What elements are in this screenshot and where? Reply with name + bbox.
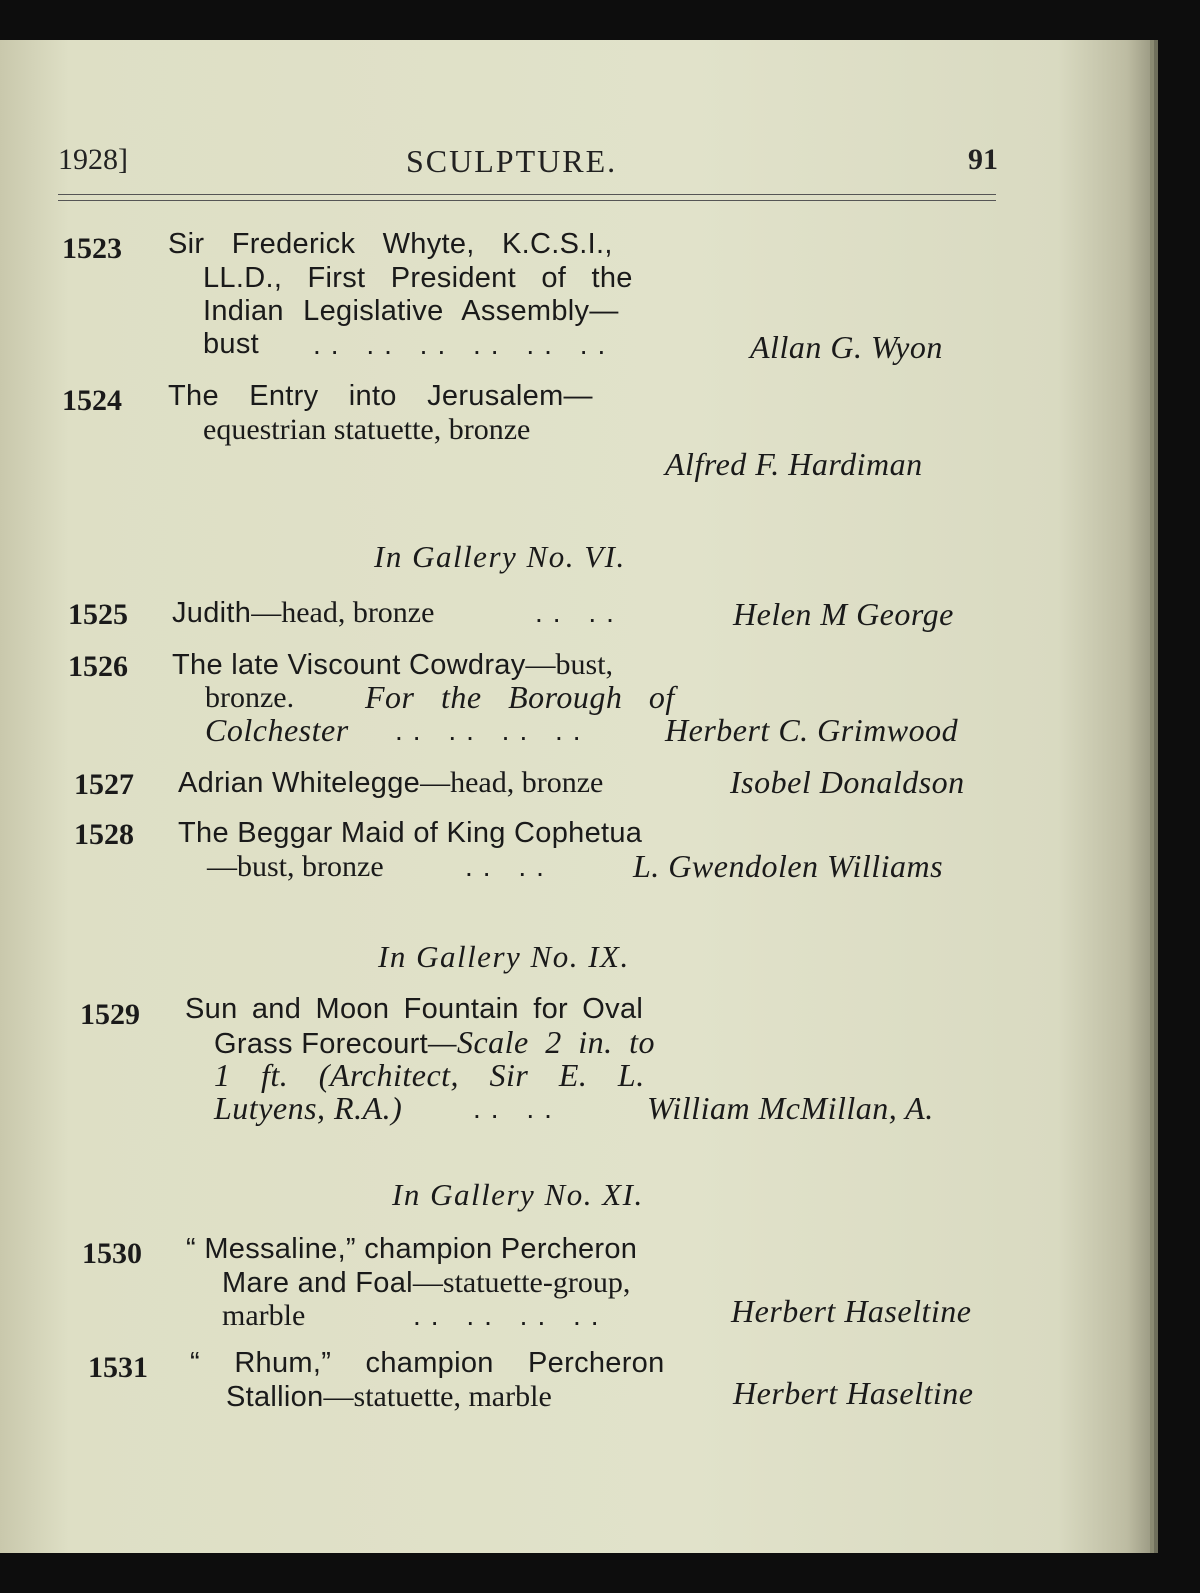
dot-leader: .. .. bbox=[473, 1093, 562, 1124]
artist-name: Helen M George bbox=[733, 596, 954, 632]
entry-title: Sir Frederick Whyte, K.C.S.I., bbox=[168, 228, 613, 260]
entry-number: 1524 bbox=[62, 384, 122, 417]
entry-medium: —bust, bronze bbox=[207, 850, 384, 883]
header-title: SCULPTURE. bbox=[406, 143, 618, 179]
entry-title: Adrian Whitelegge bbox=[178, 767, 421, 799]
entry-medium: —head, bronze bbox=[251, 596, 435, 629]
header-rule-bottom bbox=[58, 200, 996, 201]
artist-name: Isobel Donaldson bbox=[730, 764, 965, 800]
entry-title: Judith bbox=[172, 597, 252, 629]
entry-note: 1 ft. (Architect, Sir E. L. bbox=[214, 1057, 645, 1093]
entry-number: 1530 bbox=[82, 1237, 142, 1270]
entry-number: 1523 bbox=[62, 232, 122, 265]
entry-note: Lutyens, R.A.) bbox=[214, 1090, 403, 1126]
dot-leader: .. .. bbox=[465, 851, 554, 882]
entry-medium: —bust, bbox=[525, 648, 614, 681]
dot-leader: .. .. bbox=[535, 597, 624, 628]
entry-title: Sun and Moon Fountain for Oval bbox=[185, 993, 644, 1025]
entry-title: “ Messaline,” champion Percheron bbox=[186, 1233, 638, 1265]
entry-medium: —statuette, marble bbox=[323, 1380, 552, 1413]
entry-note: —Scale 2 in. to bbox=[428, 1024, 656, 1060]
dot-leader: .. .. .. .. bbox=[413, 1300, 609, 1331]
entry-title: Stallion bbox=[226, 1381, 324, 1413]
entry-title: The Beggar Maid of King Cophetua bbox=[178, 817, 643, 849]
entry-medium: bust bbox=[203, 328, 260, 360]
artist-name: Herbert Haseltine bbox=[733, 1375, 974, 1411]
entry-note: Colchester bbox=[205, 712, 349, 748]
dot-leader: .. .. .. .. .. .. bbox=[313, 329, 616, 360]
header-page-number: 91 bbox=[968, 143, 998, 176]
artist-name: Herbert C. Grimwood bbox=[665, 712, 959, 748]
entry-number: 1529 bbox=[80, 998, 140, 1031]
entry-medium: marble bbox=[222, 1299, 306, 1332]
entry-title: LL.D., First President of the bbox=[203, 262, 633, 294]
entry-number: 1531 bbox=[88, 1351, 148, 1384]
entry-title: Indian Legislative Assembly— bbox=[203, 295, 619, 327]
entry-number: 1527 bbox=[74, 768, 134, 801]
entry-title: “ Rhum,” champion Percheron bbox=[190, 1347, 665, 1379]
artist-name: William McMillan, A. bbox=[647, 1090, 934, 1126]
artist-name: L. Gwendolen Williams bbox=[633, 848, 944, 884]
artist-name: Herbert Haseltine bbox=[731, 1293, 972, 1329]
entry-note: For the Borough of bbox=[365, 679, 675, 715]
entry-medium: —statuette-group, bbox=[412, 1266, 631, 1299]
gallery-heading: In Gallery No. IX. bbox=[378, 939, 630, 974]
entry-title: The Entry into Jerusalem— bbox=[168, 380, 593, 412]
header-rule-top bbox=[58, 194, 996, 195]
entry-title: The late Viscount Cowdray bbox=[172, 649, 526, 681]
running-header bbox=[58, 143, 998, 183]
artist-name: Alfred F. Hardiman bbox=[665, 446, 923, 482]
gallery-heading: In Gallery No. VI. bbox=[374, 539, 626, 574]
header-year: 1928] bbox=[58, 143, 128, 176]
entry-medium: equestrian statuette, bronze bbox=[203, 413, 531, 446]
entry-number: 1526 bbox=[68, 650, 128, 683]
dot-leader: .. .. .. .. bbox=[395, 715, 591, 746]
entry-medium: —head, bronze bbox=[420, 766, 604, 799]
gallery-heading: In Gallery No. XI. bbox=[392, 1177, 644, 1212]
entry-medium: bronze. bbox=[205, 681, 295, 714]
entry-title: Grass Forecourt bbox=[214, 1028, 428, 1060]
artist-name: Allan G. Wyon bbox=[750, 329, 943, 365]
entry-number: 1528 bbox=[74, 818, 134, 851]
entry-title: Mare and Foal bbox=[222, 1267, 413, 1299]
entry-number: 1525 bbox=[68, 598, 128, 631]
